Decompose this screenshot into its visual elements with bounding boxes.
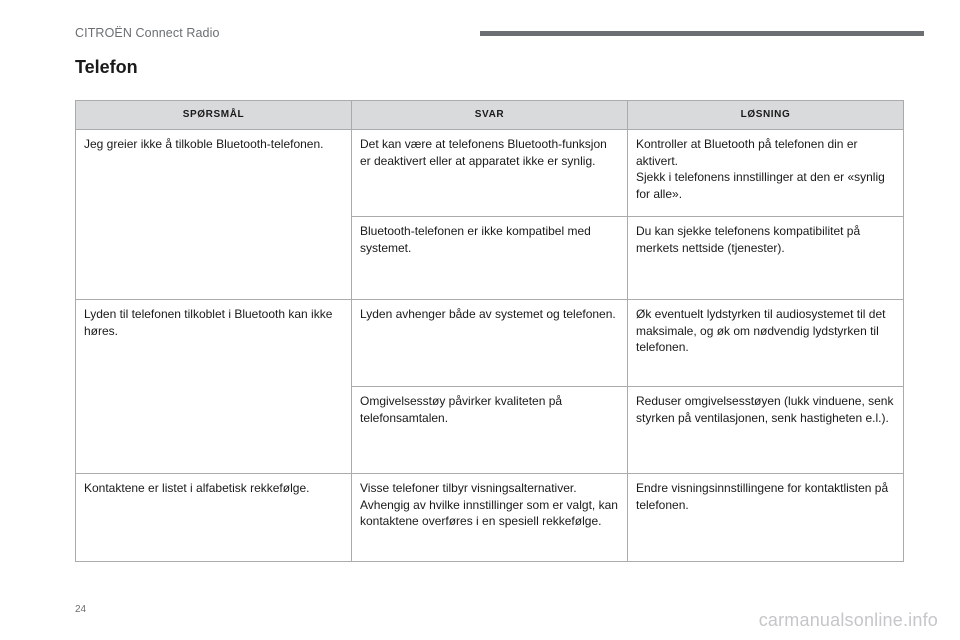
column-header-solution: LØSNING	[628, 101, 904, 130]
answer-cell: Visse telefoner tilbyr visningsalternativer. Avhengig av hvilke innstillinger som er valgt, kan kontaktene overføres i en spesiell rekkefølge.	[352, 474, 628, 562]
section-title: Telefon	[75, 57, 138, 77]
watermark-link[interactable]: carmanualsonline.info	[758, 610, 938, 630]
running-header: CITROËN Connect Radio	[75, 26, 220, 40]
answer-cell: Det kan være at telefonens Bluetooth-funksjon er deaktivert eller at apparatet ikke er synlig.	[352, 130, 628, 217]
column-header-question: SPØRSMÅL	[76, 101, 352, 130]
table-header-row	[76, 101, 904, 130]
answer-cell: Omgivelsesstøy påvirker kvaliteten på telefonsamtalen.	[352, 387, 628, 474]
table-row	[76, 474, 904, 562]
solution-line: Sjekk i telefonens innstillinger at den er «synlig for alle».	[636, 170, 885, 201]
solution-cell	[628, 300, 904, 387]
solution-line: Reduser omgivelsesstøyen (lukk vinduene, senk styrken på ventilasjonen, senk hastigheten e.l.).	[636, 394, 894, 425]
page-number: 24	[75, 604, 87, 615]
answer-cell: Lyden avhenger både av systemet og telefonen.	[352, 300, 628, 387]
answer-cell: Bluetooth-telefonen er ikke kompatibel med systemet.	[352, 217, 628, 300]
solution-line: Kontroller at Bluetooth på telefonen din er aktivert.	[636, 137, 858, 168]
question-cell: Kontaktene er listet i alfabetisk rekkefølge.	[76, 474, 352, 562]
troubleshooting-table	[75, 100, 904, 562]
table-row	[76, 130, 904, 217]
question-cell: Lyden til telefonen tilkoblet i Bluetooth kan ikke høres.	[76, 300, 352, 474]
table-row	[76, 300, 904, 387]
solution-cell	[628, 130, 904, 217]
question-cell: Jeg greier ikke å tilkoble Bluetooth-telefonen.	[76, 130, 352, 300]
column-header-answer: SVAR	[352, 101, 628, 130]
solution-line: Endre visningsinnstillingene for kontaktlisten på telefonen.	[636, 481, 889, 512]
solution-cell	[628, 387, 904, 474]
solution-cell	[628, 217, 904, 300]
solution-cell	[628, 474, 904, 562]
solution-line: Du kan sjekke telefonens kompatibilitet på merkets nettside (tjenester).	[636, 224, 861, 255]
header-rule	[480, 31, 924, 36]
solution-line: Øk eventuelt lydstyrken til audiosystemet til det maksimale, og øk om nødvendig lydstyrken til telefonen.	[636, 307, 886, 354]
